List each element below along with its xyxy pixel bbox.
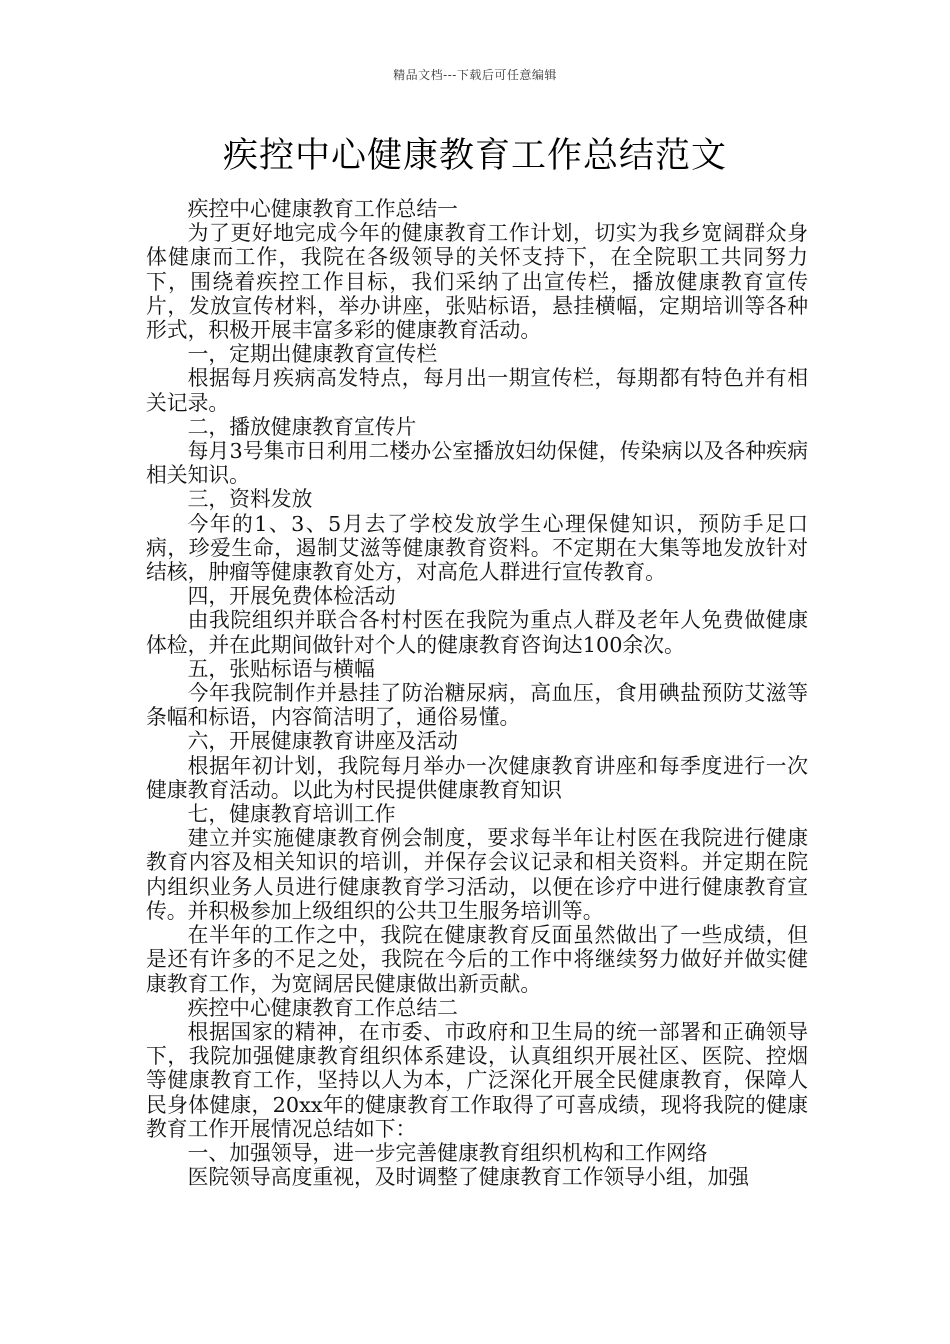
item-heading: 三，资料发放: [187, 487, 313, 512]
paragraph: 由我院组织并联合各村村医在我院为重点人群及老年人免费做健康体检，并在此期间做针对个人的健康教育咨询达100余次。: [146, 608, 808, 657]
item-heading: 一、加强领导，进一步完善健康教育组织机构和工作网络: [187, 1140, 708, 1165]
paragraph: 根据年初计划，我院每月举办一次健康教育讲座和每季度进行一次健康教育活动。以此为村民提供健康教育知识: [146, 753, 808, 802]
document-title: 疾控中心健康教育工作总结范文: [222, 136, 727, 176]
paragraph: 医院领导高度重视，及时调整了健康教育工作领导小组，加强: [187, 1165, 750, 1190]
section-heading: 疾控中心健康教育工作总结一: [187, 197, 458, 221]
header-note: 精品文档---下载后可任意编辑: [393, 68, 557, 82]
item-heading: 一，定期出健康教育宣传栏: [187, 342, 438, 367]
section-heading: 疾控中心健康教育工作总结二: [187, 995, 458, 1020]
document-body: [146, 197, 808, 1189]
paragraph: 建立并实施健康教育例会制度，要求每半年让村医在我院进行健康教育内容及相关知识的培训，并保存会议记录和相关资料。并定期在院内组织业务人员进行健康教育学习活动，以便在诊疗中进行健康教育宣传。并积极参加上级组织的公共卫生服务培训等。: [146, 826, 808, 923]
item-heading: 六，开展健康教育讲座及活动: [187, 729, 458, 754]
paragraph: 今年的1、3、5月去了学校发放学生心理保健知识，预防手足口病，珍爱生命，遏制艾滋等健康教育资料。不定期在大集等地发放针对结核，肿瘤等健康教育处方，对高危人群进行宣传教育。: [146, 511, 808, 585]
item-heading: 二，播放健康教育宣传片: [187, 414, 417, 439]
paragraph: 在半年的工作之中，我院在健康教育反面虽然做出了一些成绩，但是还有许多的不足之处，我院在今后的工作中将继续努力做好并做实健康教育工作，为宽阔居民健康做出新贡献。: [146, 923, 808, 996]
paragraph: 每月3号集市日利用二楼办公室播放妇幼保健，传染病以及各种疾病相关知识。: [146, 439, 808, 488]
paragraph: 今年我院制作并悬挂了防治糖尿病，高血压，食用碘盐预防艾滋等条幅和标语，内容简洁明了，通俗易懂。: [146, 681, 808, 730]
paragraph: 根据国家的精神，在市委、市政府和卫生局的统一部署和正确领导下，我院加强健康教育组织体系建设，认真组织开展社区、医院、控烟等健康教育工作，坚持以人为本，广泛深化开展全民健康教育，保障人民身体健康，20xx年的健康教育工作取得了可喜成绩，现将我院的健康教育工作开展情况总结如下：: [146, 1019, 808, 1141]
paragraph: 根据每月疾病高发特点，每月出一期宣传栏，每期都有特色并有相关记录。: [146, 366, 808, 415]
item-heading: 五，张贴标语与横幅: [187, 656, 375, 681]
paragraph: 为了更好地完成今年的健康教育工作计划，切实为我乡宽阔群众身体健康而工作，我院在各级领导的关怀支持下，在全院职工共同努力下，围绕着疾控工作目标，我们采纳了出宣传栏，播放健康教育宣传片，发放宣传材料，举办讲座，张贴标语，悬挂横幅，定期培训等各种形式，积极开展丰富多彩的健康教育活动。: [146, 221, 808, 343]
item-heading: 七，健康教育培训工作: [187, 802, 396, 827]
item-heading: 四，开展免费体检活动: [187, 584, 396, 609]
